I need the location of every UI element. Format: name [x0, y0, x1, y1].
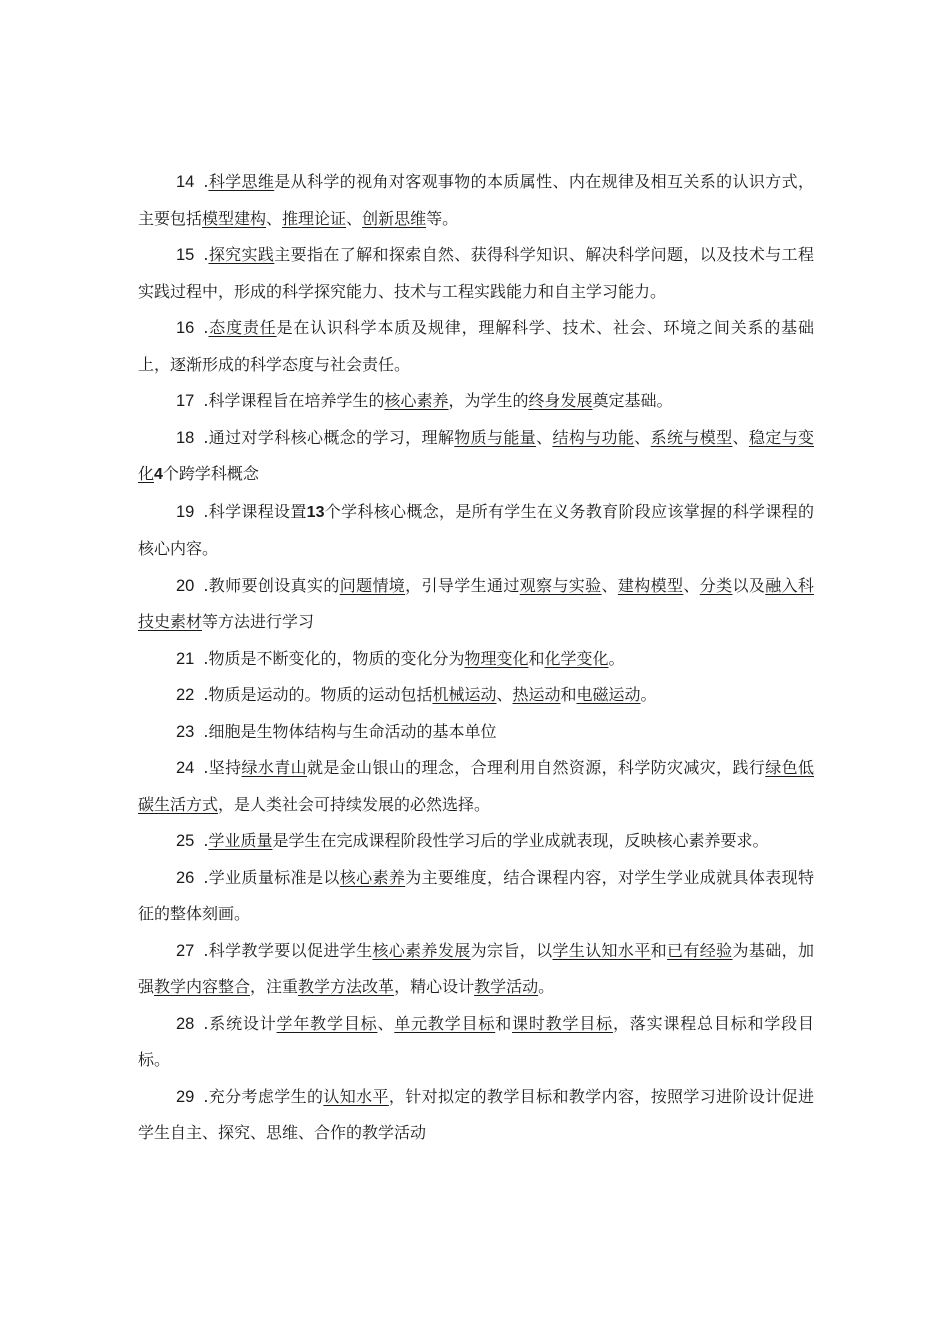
item-text: 、 [266, 208, 283, 228]
item-number: 29 [176, 1087, 195, 1106]
item-text: 是在认识科学本质及规律，理解科学、技术、社会、环境之间关系的基础上，逐渐形成的科学态度与社会责任。 [138, 318, 814, 374]
key-term: 探究实践 [208, 245, 275, 264]
numbered-list [138, 164, 814, 1152]
key-term: 稳定与变化 [138, 427, 814, 483]
item-text: 和 [560, 685, 577, 704]
item-text: 是从科学的视角对客观事物的本质属性、内在规律及相互关系的认识方式，主要包括 [138, 172, 814, 228]
key-term: 电磁运动 [576, 685, 641, 704]
item-text: 和 [650, 940, 668, 960]
list-item [138, 860, 814, 933]
list-item [138, 383, 814, 420]
item-text: ，引导学生通过 [405, 575, 520, 595]
item-text: ，落实课程总目标和学段目标。 [138, 1013, 814, 1069]
item-text: 主要指在了解和探索自然、获得科学知识、解决科学问题，以及技术与工程实践过程中，形成的科学探究能力、技术与工程实践能力和自主学习能力。 [138, 245, 814, 301]
list-item [138, 164, 814, 237]
item-text: .科学教学要以促进学生 [203, 940, 373, 960]
item-text: 以及 [732, 575, 766, 595]
item-text: ，精心设计 [394, 977, 475, 996]
item-text: .教师要创设真实的 [203, 575, 340, 595]
key-term: 物质与能量 [454, 427, 537, 447]
item-text: 、 [601, 575, 618, 595]
item-text: 为基础，加强 [138, 940, 814, 996]
list-item [138, 1006, 814, 1079]
item-text: 是学生在完成课程阶段性学习后的学业成就表现，反映核心素养要求。 [272, 831, 769, 850]
item-text: 。 [640, 685, 657, 704]
item-text: 、 [536, 427, 553, 447]
list-item [138, 1079, 814, 1152]
key-term: 教学内容整合 [154, 977, 251, 996]
item-text: 。 [538, 977, 555, 996]
item-text: .系统设计 [203, 1013, 277, 1033]
key-term: 课时教学目标 [512, 1013, 613, 1033]
item-number: 24 [176, 759, 195, 777]
key-term: 物理变化 [464, 648, 529, 668]
key-term: 学业质量 [208, 831, 273, 850]
item-text: .充分考虑学生的 [203, 1086, 324, 1106]
key-term: 核心素养 [339, 867, 406, 887]
item-text: . [203, 172, 209, 191]
list-item [138, 823, 814, 860]
item-text: 4 [154, 466, 163, 483]
list-item [138, 933, 814, 1006]
key-term: 绿色低碳生活方式 [138, 758, 814, 814]
key-term: 系统与模型 [650, 427, 733, 447]
item-text: 、 [346, 208, 363, 228]
item-number: 19 [176, 502, 195, 521]
item-text: . [203, 318, 209, 337]
item-number: 26 [176, 868, 195, 887]
item-number: 28 [176, 1014, 195, 1033]
item-text: ，为学生的 [448, 391, 529, 410]
key-term: 认知水平 [323, 1086, 389, 1106]
list-item [138, 714, 814, 751]
key-term: 问题情境 [339, 575, 406, 595]
item-number: 16 [176, 319, 195, 337]
key-term: 学年教学目标 [276, 1013, 378, 1033]
item-text: 、 [732, 427, 749, 447]
item-text: 奠定基础。 [592, 391, 673, 410]
item-text: 等。 [426, 208, 459, 228]
item-text: 个跨学科概念 [162, 464, 259, 483]
key-term: 绿水青山 [241, 758, 308, 777]
item-text: .坚持 [203, 758, 242, 777]
item-text: . [203, 245, 209, 264]
item-text: 、 [634, 427, 651, 447]
key-term: 终身发展 [528, 391, 593, 410]
item-number: 21 [176, 649, 195, 668]
key-term: 化学变化 [544, 648, 609, 668]
key-term: 已有经验 [667, 940, 733, 960]
item-number: 14 [176, 173, 195, 191]
item-text: 、 [683, 575, 700, 595]
item-text: 、 [496, 685, 513, 704]
key-term: 模型建构 [202, 208, 267, 228]
item-text: 和 [495, 1013, 513, 1033]
item-text: 。 [608, 648, 625, 668]
item-text: 为主要维度，结合课程内容，对学生学业成就具体表现特征的整体刻画。 [138, 867, 814, 923]
key-term: 建构模型 [617, 575, 684, 595]
key-term: 核心素养 [384, 391, 449, 410]
list-item [138, 310, 814, 383]
item-text: 13 [306, 503, 325, 521]
list-item [138, 641, 814, 678]
item-number: 27 [176, 941, 195, 960]
list-item [138, 750, 814, 823]
item-text: ，针对拟定的教学目标和教学内容，按照学习进阶设计促进学生自主、探究、思维、合作的教学活动 [138, 1086, 814, 1142]
item-number: 20 [176, 576, 195, 595]
key-term: 融入科技史素材 [138, 575, 814, 631]
item-text: .科学课程设置 [203, 501, 307, 521]
item-number: 17 [176, 392, 195, 410]
key-term: 创新思维 [362, 208, 427, 228]
list-item [138, 568, 814, 641]
item-text: ，注重 [250, 977, 299, 996]
list-item [138, 420, 814, 494]
key-term: 观察与实验 [519, 575, 602, 595]
item-text: .物质是运动的。物质的运动包括 [203, 685, 433, 704]
item-text: . [203, 831, 209, 850]
item-text: 就是金山银山的理念，合理利用自然资源，科学防灾减灾，践行 [307, 758, 766, 777]
key-term: 教学活动 [474, 977, 539, 996]
item-text: 为宗旨，以 [470, 940, 553, 960]
item-text: .物质是不断变化的，物质的变化分为 [203, 648, 465, 668]
key-term: 机械运动 [432, 685, 497, 704]
key-term: 核心素养发展 [372, 940, 471, 960]
list-item [138, 494, 814, 568]
item-text: .学业质量标准是以 [203, 867, 340, 887]
item-number: 15 [176, 246, 195, 264]
key-term: 推理论证 [282, 208, 347, 228]
item-text: .科学课程旨在培养学生的 [203, 391, 385, 410]
key-term: 态度责任 [208, 318, 277, 337]
item-text: 和 [528, 648, 545, 668]
key-term: 单元教学目标 [394, 1013, 496, 1033]
item-text: .细胞是生物体结构与生命活动的基本单位 [203, 721, 497, 741]
key-term: 结构与功能 [552, 427, 635, 447]
list-item [138, 677, 814, 714]
key-term: 科学思维 [208, 172, 275, 191]
item-number: 22 [176, 686, 195, 704]
item-number: 23 [176, 722, 195, 741]
item-text: ，是人类社会可持续发展的必然选择。 [218, 794, 491, 814]
key-term: 教学方法改革 [298, 977, 395, 996]
item-text: .通过对学科核心概念的学习，理解 [203, 427, 455, 447]
item-text: 个学科核心概念，是所有学生在义务教育阶段应该掌握的科学课程的核心内容。 [138, 501, 814, 558]
item-text: 、 [377, 1013, 395, 1033]
item-text: 等方法进行学习 [202, 612, 315, 631]
item-number: 25 [176, 832, 195, 850]
key-term: 学生认知水平 [552, 940, 651, 960]
key-term: 热运动 [512, 685, 561, 704]
item-number: 18 [176, 428, 195, 447]
key-term: 分类 [699, 575, 733, 595]
list-item [138, 237, 814, 310]
